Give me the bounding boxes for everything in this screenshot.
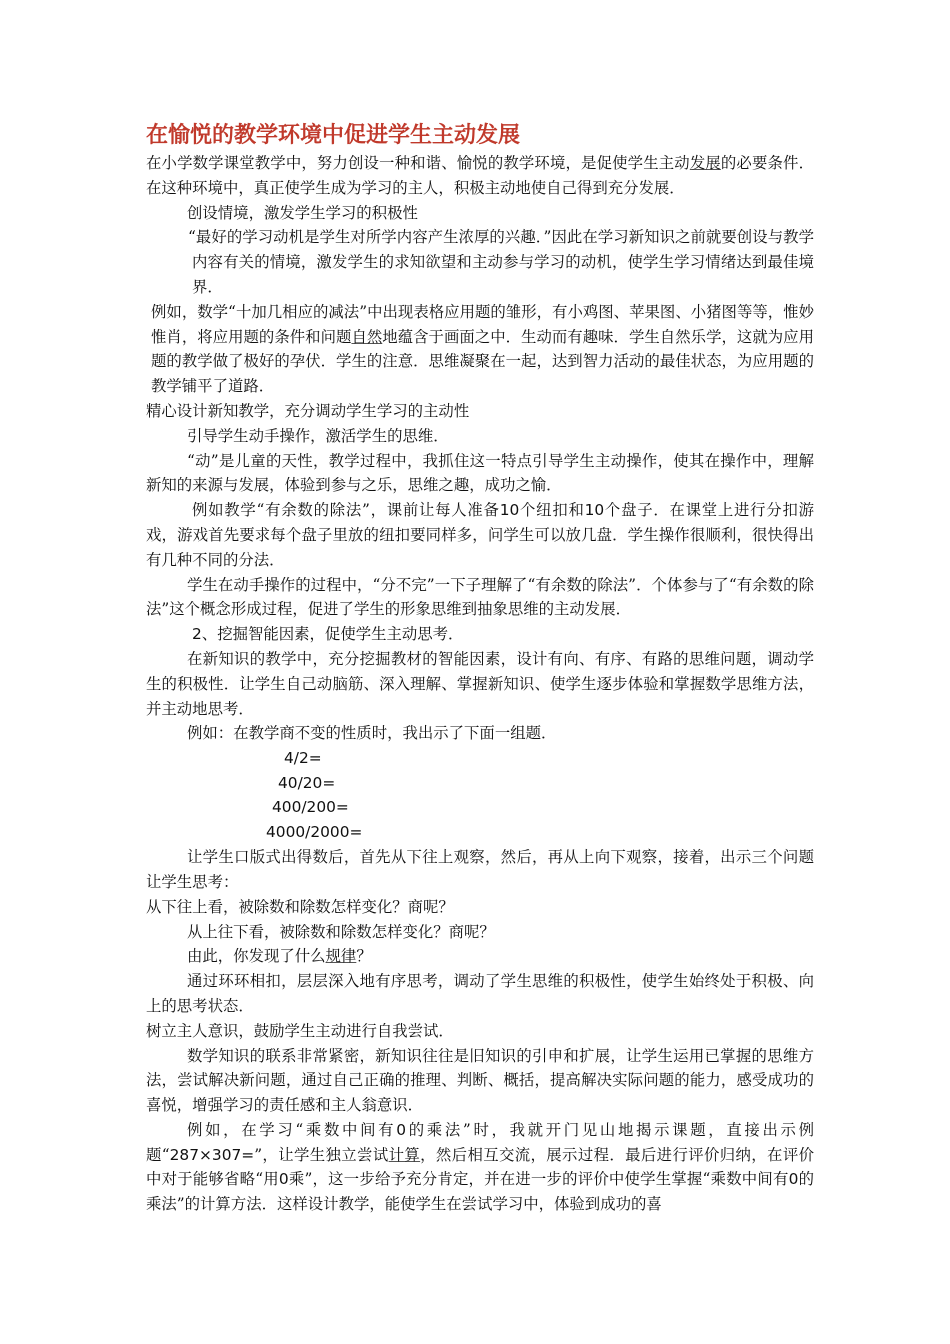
subheading-hands-on: 引导学生动手操作，激活学生的思维． — [187, 426, 449, 445]
equation-item: 400/200= — [272, 798, 349, 817]
paragraph-example-subtraction: 例如，数学“十加几相应的减法”中出现表格应用题的雏形，有小鸡图、苹果图、小猪图等等，惟妙惟肖，将应用题的条件和问题自然地蕴含于画面之中．生动而有趣味．学生自然乐学，这就为应用题的教学做了极好的孕伏．学生的注意．思维凝聚在一起，达到智力活动的最佳状态，为应用题的教学铺平了道路． — [151, 302, 814, 396]
document-body — [146, 151, 814, 1217]
question-discover-rule: 由此，你发现了什么规律？ — [187, 947, 372, 966]
document-title: 在愉悦的教学环境中促进学生主动发展 — [146, 123, 521, 148]
equation-item: 4/2= — [284, 749, 322, 768]
equation-item: 4000/2000= — [266, 823, 363, 842]
link-ziran[interactable]: 自然 — [351, 327, 383, 346]
subheading-intelligence: 2、挖掘智能因素，促使学生主动思考． — [192, 625, 464, 644]
paragraph-example-multiplication: 例如，在学习“乘数中间有0的乘法”时，我就开门见山地揭示课题，直接出示例题“287×307=”，让学生独立尝试计算，然后相互交流，展示过程．最后进行评价归纳，在评价中对于能够省略“用0乘”，这一步给予充分肯定，并在进一步的评价中使学生掌握“乘数中间有0的乘法”的计算方法．这样设计教学，能使学生在尝试学习中，体验到成功的喜 — [146, 1120, 814, 1214]
equation-list — [146, 746, 814, 845]
section-heading-situation: 创设情境，激发学生学习的积极性 — [187, 203, 418, 222]
paragraph-example-division: 例如教学“有余数的除法”，课前让每人准备10个纽扣和10个盘子．在课堂上进行分扣游戏，游戏首先要求每个盘子里放的纽扣要同样多，问学生可以放几盘．学生操作很顺利，很快得出有几种不同的分法． — [146, 501, 814, 569]
paragraph-example-quotient: 例如：在教学商不变的性质时，我出示了下面一组题． — [187, 724, 557, 743]
paragraph-thinking-problems: 在新知识的教学中，充分挖掘教材的智能因素，设计有向、有序、有路的思维问题，调动学生的积极性．让学生自己动脑筋、深入理解、掌握新知识、使学生逐步体验和掌握数学思维方法，并主动地思考． — [146, 649, 814, 718]
link-guilv[interactable]: 规律 — [325, 947, 357, 966]
link-jisuan[interactable]: 计算 — [388, 1145, 421, 1164]
question-top-down: 从上往下看，被除数和除数怎样变化？商呢？ — [187, 922, 495, 941]
paragraph-active-nature: “动”是儿童的天性，教学过程中，我抓住这一特点引导学生主动操作，使其在操作中，理解新知的来源与发展，体验到参与之乐，思维之趣，成功之愉． — [146, 451, 814, 495]
paragraph-remainder-concept: 学生在动手操作的过程中，“分不完”一下子理解了“有余数的除法”．个体参与了“有余数的除法”这个概念形成过程，促进了学生的形象思维到抽象思维的主动发展． — [146, 575, 814, 619]
section-heading-ownership: 树立主人意识，鼓励学生主动进行自我尝试． — [146, 1021, 454, 1040]
paragraph-ordered-thinking: 通过环环相扣，层层深入地有序思考，调动了学生思维的积极性，使学生始终处于积极、向上的思考状态． — [146, 972, 814, 1015]
link-fazhan[interactable]: 发展 — [689, 154, 721, 172]
equation-item: 40/20= — [278, 774, 336, 793]
question-bottom-up: 从下往上看，被除数和除数怎样变化？商呢？ — [146, 897, 454, 916]
paragraph-quote-motivation: “最好的学习动机是学生对所学内容产生浓厚的兴趣．”因此在学习新知识之前就要创设与教学内容有关的情境，激发学生的求知欲望和主动参与学习的动机，使学生学习情绪达到最佳境界． — [188, 228, 814, 296]
paragraph-observe-instructions: 让学生口版式出得数后，首先从下往上观察，然后，再从上向下观察，接着，出示三个问题让学生思考： — [146, 848, 814, 891]
paragraph-intro: 在小学数学课堂教学中，努力创设一种和谐、愉悦的教学环境，是促使学生主动发展的必要条件．在这种环境中，真正使学生成为学习的主人，积极主动地使自己得到充分发展． — [146, 154, 814, 197]
paragraph-knowledge-links: 数学知识的联系非常紧密，新知识往往是旧知识的引申和扩展，让学生运用已掌握的思维方法，尝试解决新问题，通过自己正确的推理、判断、概括，提高解决实际问题的能力，感受成功的喜悦，增强学习的责任感和主人翁意识． — [146, 1046, 814, 1115]
section-heading-new-knowledge: 精心设计新知教学，充分调动学生学习的主动性 — [146, 401, 470, 420]
